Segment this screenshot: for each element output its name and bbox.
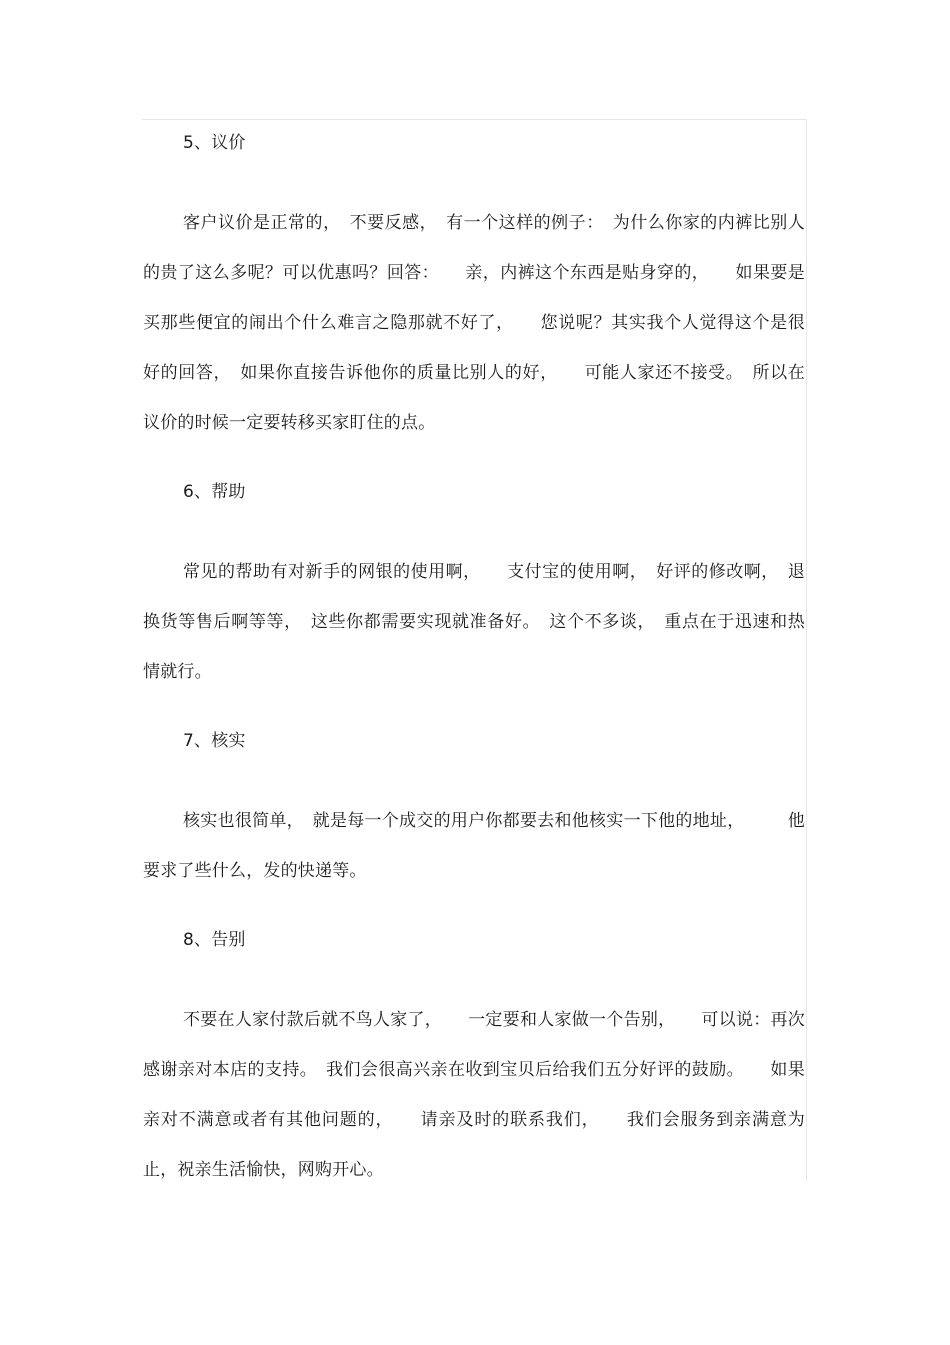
document-body bbox=[143, 125, 805, 1195]
section-heading-help: 6、帮助 bbox=[183, 482, 246, 502]
section-heading-farewell: 8、告别 bbox=[183, 930, 246, 950]
section-body-verify: 核实也很简单， 就是每一个成交的用户你都要去和他核实一下他的地址， 他要求了些什么，发的快递等。 bbox=[143, 811, 805, 881]
section-body-farewell: 不要在人家付款后就不鸟人家了， 一定要和人家做一个告别， 可以说：再次感谢亲对本店的支持。 我们会很高兴亲在收到宝贝后给我们五分好评的鼓励。 如果亲对不满意或者有其他问题的， 请亲及时的联系我们， 我们会服务到亲满意为止，祝亲生活愉快，网购开心。 bbox=[143, 1010, 805, 1180]
section-body-bargaining: 客户议价是正常的， 不要反感， 有一个这样的例子： 为什么你家的内裤比别人的贵了这么多呢？可以优惠吗？回答： 亲，内裤这个东西是贴身穿的， 如果要是买那些便宜的闹出个什么难言之隐那就不好了， 您说呢？其实我个人觉得这个是很好的回答， 如果你直接告诉他你的质量比别人的好， 可能人家还不接受。 所以在议价的时候一定要转移买家盯住的点。 bbox=[143, 213, 805, 433]
section-body-help: 常见的帮助有对新手的网银的使用啊， 支付宝的使用啊， 好评的修改啊， 退换货等售后啊等等， 这些你都需要实现就准备好。 这个不多谈， 重点在于迅速和热情就行。 bbox=[143, 562, 805, 682]
section-heading-bargaining: 5、议价 bbox=[183, 133, 246, 153]
section-heading-verify: 7、核实 bbox=[183, 731, 246, 751]
